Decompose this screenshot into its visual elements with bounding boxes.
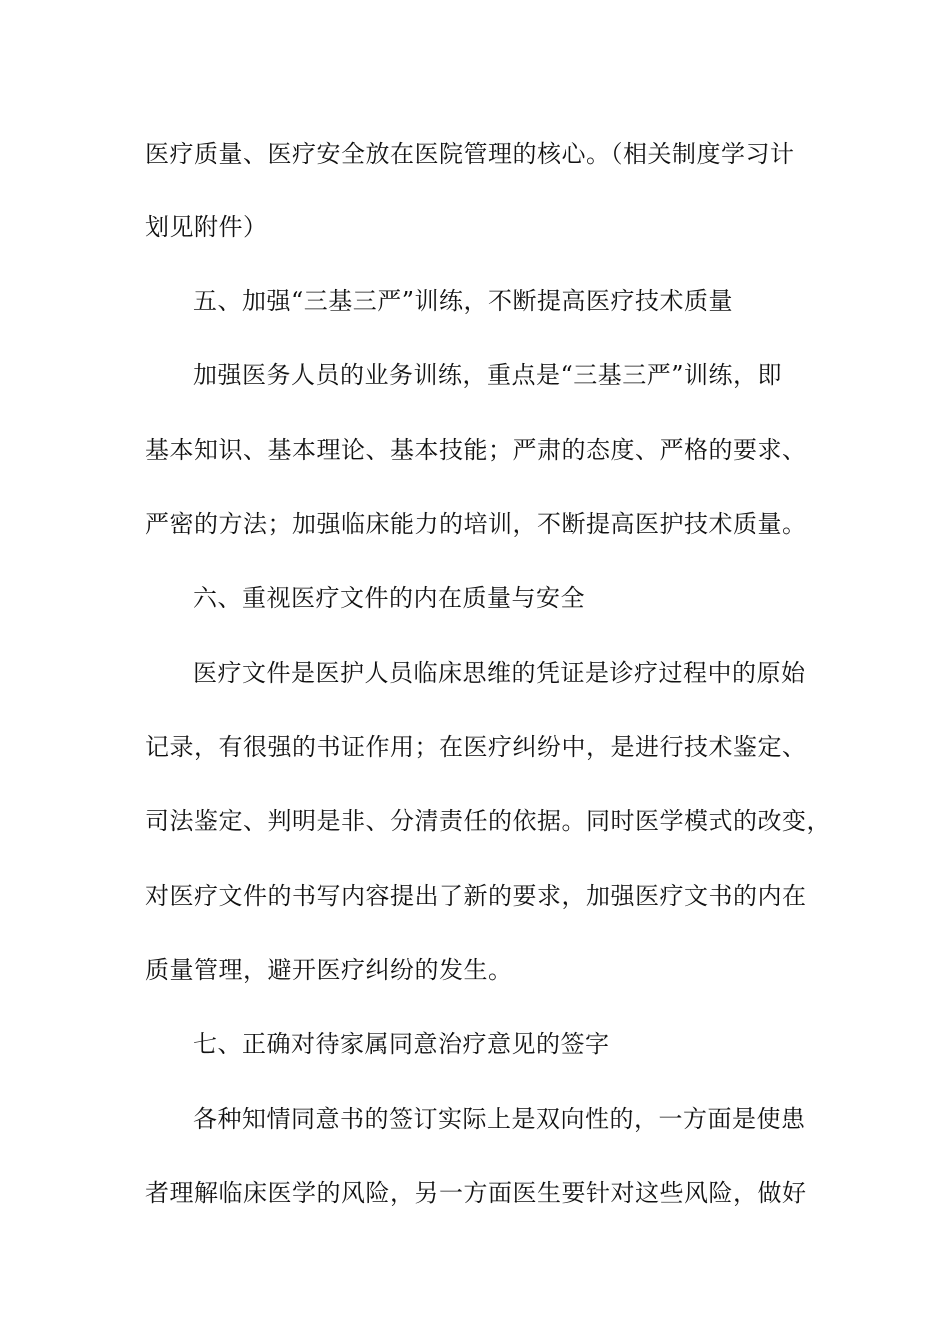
paragraph-line: 记录，有很强的书证作用；在医疗纠纷中，是进行技术鉴定、	[145, 733, 807, 761]
paragraph-line: 医疗文件是医护人员临床思维的凭证是诊疗过程中的原始	[193, 659, 806, 687]
paragraph-line: 质量管理，避开医疗纠纷的发生。	[145, 956, 513, 984]
section-heading-5: 五、加强“三基三严”训练，不断提高医疗技术质量	[193, 287, 734, 315]
paragraph-line: 者理解临床医学的风险，另一方面医生要针对这些风险，做好	[145, 1179, 807, 1207]
paragraph-line: 各种知情同意书的签订实际上是双向性的，一方面是使患	[193, 1105, 806, 1133]
section-heading-6: 六、重视医疗文件的内在质量与安全	[193, 584, 585, 612]
paragraph-line: 加强医务人员的业务训练，重点是“三基三严”训练，即	[193, 361, 783, 389]
paragraph-line: 对医疗文件的书写内容提出了新的要求，加强医疗文书的内在	[145, 882, 807, 910]
section-heading-7: 七、正确对待家属同意治疗意见的签字	[193, 1030, 610, 1058]
paragraph-line: 司法鉴定、判明是非、分清责任的依据。同时医学模式的改变，	[145, 807, 831, 835]
paragraph-line: 基本知识、基本理论、基本技能；严肃的态度、严格的要求、	[145, 436, 807, 464]
paragraph-line: 医疗质量、医疗安全放在医院管理的核心。（相关制度学习计	[145, 140, 795, 168]
paragraph-line: 严密的方法；加强临床能力的培训，不断提高医护技术质量。	[145, 510, 807, 538]
paragraph-line: 划见附件）	[145, 213, 268, 241]
